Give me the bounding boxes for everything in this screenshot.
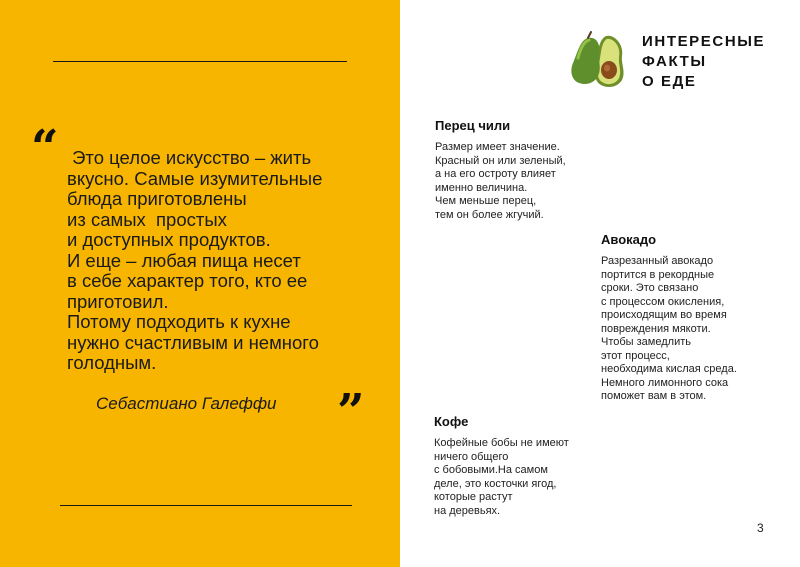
fact-line: которые растут — [434, 491, 513, 503]
quote-line: приготовил. — [67, 290, 169, 312]
close-quote-icon: ” — [337, 384, 365, 440]
fact-line: Кофейные бобы не имеют — [434, 437, 569, 449]
fact-text — [434, 437, 569, 518]
fact-line: необходима кислая среда. — [601, 363, 737, 375]
fact-line: Красный он или зеленый, — [435, 154, 566, 167]
quote-line: вкусно. Самые изумительные — [67, 167, 323, 189]
title-line: ФАКТЫ — [642, 53, 707, 70]
quote-line: блюда приготовлены — [67, 188, 247, 209]
fact-line: Немного лимонного сока — [601, 376, 729, 389]
fact-line: портится в рекордные — [601, 268, 715, 281]
fact-line: Чем меньше перец, — [435, 195, 537, 207]
fact-line: деле, это косточки ягод, — [434, 477, 557, 490]
top-divider — [53, 61, 347, 62]
fact-line: происходящим во время — [601, 309, 727, 321]
fact-chili — [435, 118, 566, 222]
quote-line: и доступных продуктов. — [67, 229, 271, 250]
fact-line: сроки. Это связано — [601, 282, 699, 294]
fact-line: Чтобы замедлить — [601, 336, 691, 348]
fact-line: на деревьях. — [434, 504, 501, 517]
title-line: ИНТЕРЕСНЫЕ — [642, 33, 766, 50]
fact-line: именно величина. — [435, 181, 528, 194]
fact-text — [601, 255, 737, 404]
quote-author: Себастиано Галеффи — [96, 394, 277, 413]
title-line: О ЕДЕ — [642, 73, 697, 90]
fact-line: Размер имеет значение. — [435, 141, 560, 153]
quote-line: из самых простых — [67, 208, 227, 230]
quote-line: Потому подходить к кухне — [67, 311, 291, 332]
avocado-icon — [568, 30, 628, 90]
fact-line: этот процесс, — [601, 349, 670, 362]
fact-line: с процессом окисления, — [601, 295, 725, 308]
fact-line: Разрезанный авокадо — [601, 255, 714, 267]
fact-line: поможет вам в этом. — [601, 390, 707, 402]
fact-title: Кофе — [434, 414, 469, 429]
fact-line: тем он более жгучий. — [435, 208, 544, 221]
fact-line: ничего общего — [434, 450, 509, 463]
fact-line: а на его остроту влияет — [435, 168, 556, 180]
fact-avocado — [601, 232, 737, 404]
fact-title: Перец чили — [435, 118, 511, 133]
quote-line: голодным. — [67, 352, 157, 373]
open-quote-icon: “ — [31, 120, 59, 176]
quote-line: Это целое искусство – жить — [67, 147, 312, 168]
fact-line: с бобовыми.На самом — [434, 464, 548, 476]
quote-text — [67, 148, 387, 374]
quote-line: нужно счастливым и немного — [67, 331, 319, 353]
fact-text — [435, 141, 566, 222]
quote-line: в себе характер того, кто ее — [67, 270, 308, 291]
page-number: 3 — [757, 521, 764, 535]
fact-coffee — [434, 414, 569, 518]
bottom-divider — [60, 505, 352, 506]
quote-line: И еще – любая пища несет — [67, 249, 301, 271]
fact-title: Авокадо — [601, 232, 657, 247]
fact-line: повреждения мякоти. — [601, 322, 711, 335]
page-title — [642, 32, 765, 92]
